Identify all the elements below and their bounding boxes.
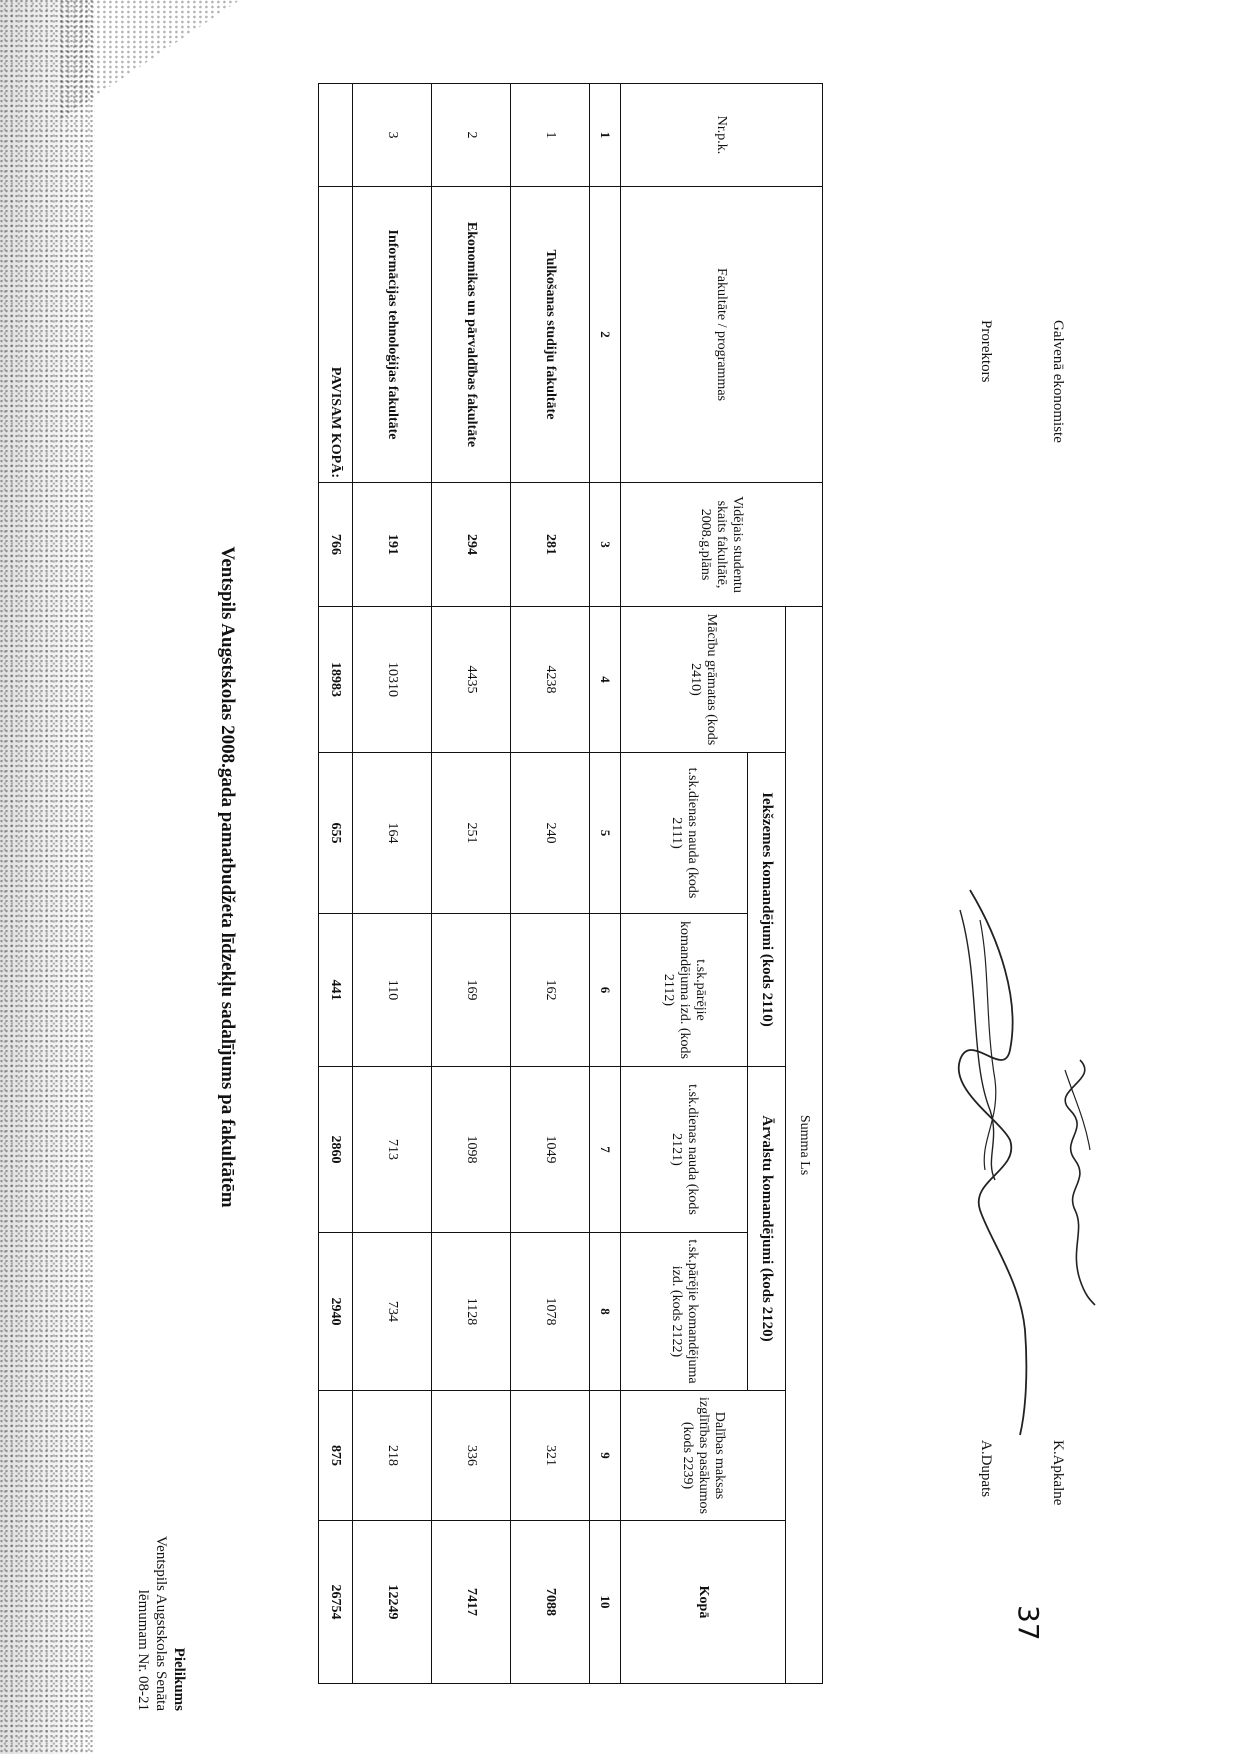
header-books: Mācību grāmatas (kods 2410) [621, 607, 786, 753]
header-nr: Nr.p.k. [621, 84, 823, 187]
header-domestic-daily: t.sk.dienas nauda (kods 2111) [621, 753, 748, 914]
row-domestic-daily: 251 [432, 753, 511, 914]
totals-foreign-daily: 2860 [319, 1067, 353, 1233]
row-total: 7417 [432, 1521, 511, 1684]
row-domestic-other: 162 [511, 914, 590, 1067]
header-domestic: Iekšzemes komandējumi (kods 2110) [748, 753, 786, 1067]
row-nr: 3 [353, 84, 432, 187]
row-students: 294 [432, 483, 511, 607]
row-students: 191 [353, 483, 432, 607]
row-faculty: Tulkošanas studiju fakultāte [511, 187, 590, 483]
table-row [432, 84, 511, 1684]
row-nr: 2 [432, 84, 511, 187]
appendix-label: Pielikums [171, 1647, 187, 1711]
header-fees: Dalības maksas izglītības pasākumos (kods 2239) [621, 1391, 786, 1521]
row-foreign-daily: 1049 [511, 1067, 590, 1233]
budget-table [318, 83, 823, 1684]
table-row [511, 84, 590, 1684]
appendix-decision: lēmumam Nr. 08-21 [135, 1589, 151, 1711]
row-foreign-daily: 713 [353, 1067, 432, 1233]
row-domestic-daily: 240 [511, 753, 590, 914]
totals-total: 26754 [319, 1521, 353, 1684]
totals-nr-empty [319, 84, 353, 187]
col-number: 9 [590, 1391, 621, 1521]
col-number: 5 [590, 753, 621, 914]
col-number: 3 [590, 483, 621, 607]
document-title: Ventspils Augstskolas 2008.gada pamatbudžeta līdzekļu sadalījums pa fakultātēm [217, 546, 238, 1208]
row-domestic-daily: 164 [353, 753, 432, 914]
header-total: Kopā [621, 1521, 786, 1684]
signatory-name-2: K.Apkalne [1050, 1440, 1066, 1506]
header-foreign-other: t.sk.pārējie komandējuma izd. (kods 2122) [621, 1233, 748, 1391]
totals-domestic-other: 441 [319, 914, 353, 1067]
row-nr: 1 [511, 84, 590, 187]
header-faculty: Fakultāte / programmas [621, 187, 823, 483]
col-number: 10 [590, 1521, 621, 1684]
row-domestic-other: 110 [353, 914, 432, 1067]
totals-books: 18983 [319, 607, 353, 753]
header-foreign-daily: t.sk.dienas nauda (kods 2121) [621, 1067, 748, 1233]
col-number: 1 [590, 84, 621, 187]
totals-domestic-daily: 655 [319, 753, 353, 914]
row-fees: 321 [511, 1391, 590, 1521]
row-domestic-other: 169 [432, 914, 511, 1067]
row-fees: 336 [432, 1391, 511, 1521]
column-numbers-row [590, 84, 621, 1684]
col-number: 8 [590, 1233, 621, 1391]
table-row [353, 84, 432, 1684]
col-number: 4 [590, 607, 621, 753]
row-books: 4238 [511, 607, 590, 753]
col-number: 7 [590, 1067, 621, 1233]
row-students: 281 [511, 483, 590, 607]
totals-fees: 875 [319, 1391, 353, 1521]
signatory-name-1: A.Dupats [978, 1440, 994, 1498]
totals-label: PAVISAM KOPĀ: [319, 187, 353, 483]
appendix-header [134, 1511, 188, 1711]
totals-foreign-other: 2940 [319, 1233, 353, 1391]
row-foreign-daily: 1098 [432, 1067, 511, 1233]
header-foreign: Ārvalstu komandējumi (kods 2120) [748, 1067, 786, 1391]
row-foreign-other: 734 [353, 1233, 432, 1391]
header-summa: Summa Ls [786, 607, 823, 1684]
row-faculty: Ekonomikas un pārvaldības fakultāte [432, 187, 511, 483]
totals-students: 766 [319, 483, 353, 607]
header-students: Vidējais studentu skaits fakultātē, 2008.g.plāns [621, 483, 823, 607]
row-faculty: Informācijas tehnoloģijas fakultāte [353, 187, 432, 483]
col-number: 6 [590, 914, 621, 1067]
appendix-senate: Ventspils Augstskolas Senāta [153, 1536, 169, 1711]
signatory-role-1: Prorektors [978, 320, 994, 383]
signatory-role-2: Galvenā ekonomiste [1050, 320, 1066, 443]
row-books: 4435 [432, 607, 511, 753]
signature-apkalne-icon [1030, 1050, 1120, 1310]
row-total: 12249 [353, 1521, 432, 1684]
row-foreign-other: 1128 [432, 1233, 511, 1391]
row-foreign-other: 1078 [511, 1233, 590, 1391]
row-total: 7088 [511, 1521, 590, 1684]
totals-row [319, 84, 353, 1684]
header-domestic-other: t.sk.pārējie komandējuma izd. (kods 2112) [621, 914, 748, 1067]
row-fees: 218 [353, 1391, 432, 1521]
col-number: 2 [590, 187, 621, 483]
handwritten-number: 37 [1012, 1605, 1045, 1641]
row-books: 10310 [353, 607, 432, 753]
signature-dupats-icon [920, 880, 1040, 1440]
